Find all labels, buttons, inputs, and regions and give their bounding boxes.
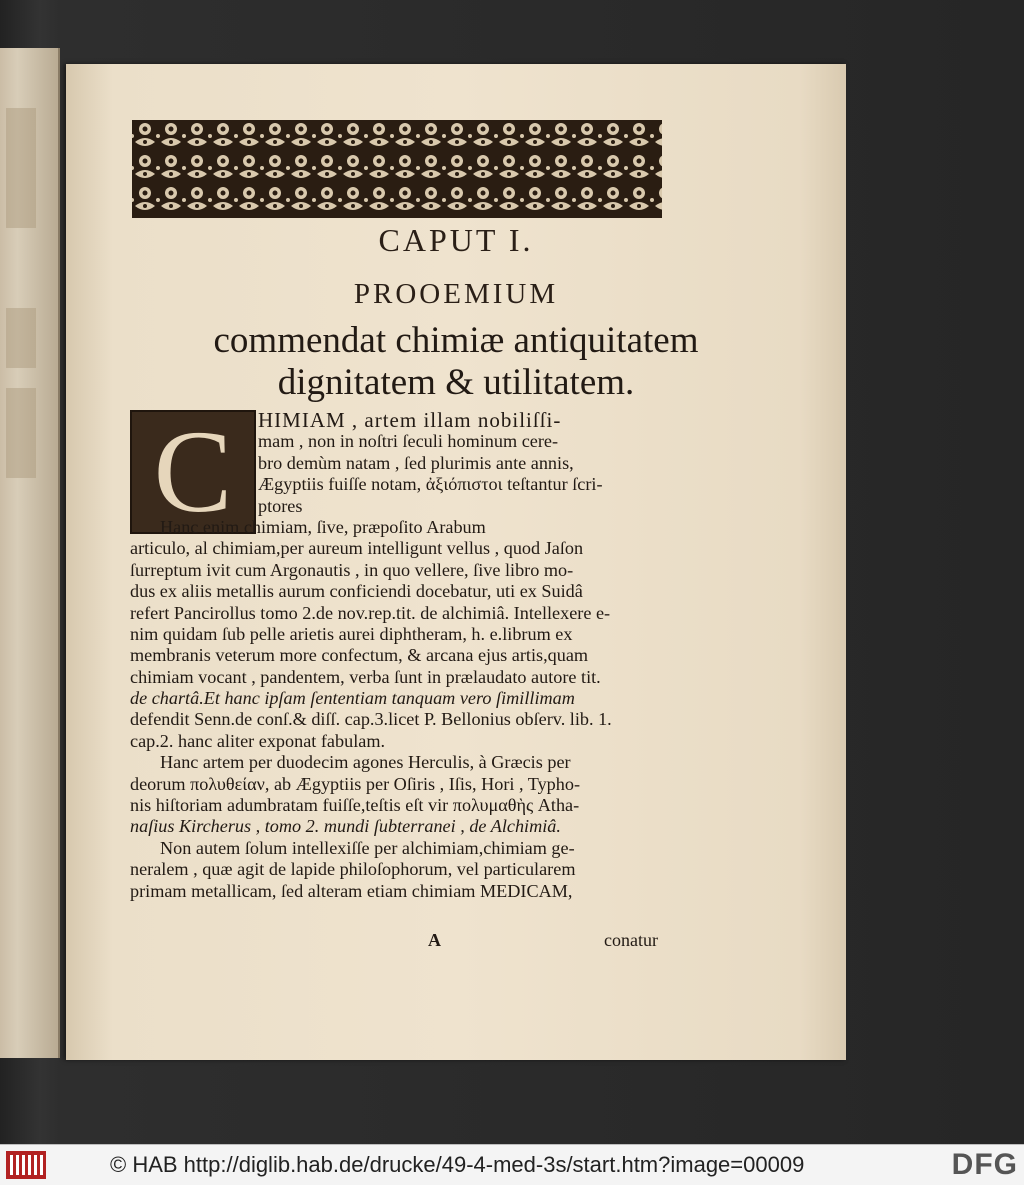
text-line: deorum πολυθείαν, ab Ægyptiis per Oſiris , Iſis, Hori , Typho- bbox=[130, 773, 581, 794]
text-line: ſurreptum ivit cum Argonautis , in quo vellere, ſive libro mo- bbox=[130, 559, 574, 580]
hab-logo-icon bbox=[6, 1151, 46, 1179]
section-title: PROOEMIUM bbox=[353, 278, 559, 310]
text-line: Hanc artem per duodecim agones Herculis, à Græcis per bbox=[160, 752, 571, 773]
text-line: HIMIAM , artem illam nobiliſſi- bbox=[258, 410, 562, 432]
signature-mark: A bbox=[428, 930, 441, 950]
copyright-link[interactable]: © HAB http://diglib.hab.de/drucke/49-4-med-3s/start.htm?image=00009 bbox=[110, 1152, 805, 1177]
book-page bbox=[66, 64, 846, 1060]
subtitle-line: commendat chimiæ antiquitatem bbox=[213, 320, 699, 361]
viewer-footer bbox=[0, 1144, 1024, 1185]
text-line: mam , non in noſtri ſeculi hominum cere- bbox=[258, 431, 559, 452]
initial-letter: C bbox=[153, 406, 233, 537]
page-foot bbox=[130, 930, 658, 952]
chapter-heading: CAPUT I. bbox=[378, 222, 534, 258]
text-line: neralem , quæ agit de lapide philoſophorum, vel particularem bbox=[130, 859, 576, 880]
text-line: nim quidam ſub pelle arietis aurei diphtheram, h. e.librum ex bbox=[130, 623, 573, 644]
text-line: naſius Kircherus , tomo 2. mundi ſubterranei , de Alchimiâ. bbox=[130, 816, 561, 837]
text-line: Hanc enim chimiam, ſive, præpoſito Arabum bbox=[160, 516, 486, 537]
facing-page-print bbox=[6, 108, 36, 228]
dfg-logo: DFG bbox=[951, 1148, 1018, 1181]
text-line: dus ex aliis metallis aurum conficiendi docebatur, uti ex Suidâ bbox=[130, 581, 583, 602]
text-line: Ægyptiis fuiſſe notam, ἀξιόπιστοι teſtantur ſcri- bbox=[258, 474, 603, 495]
text-line: primam metallicam, ſed alteram etiam chimiam MEDICAM, bbox=[130, 880, 573, 901]
text-line: bro demùm natam , ſed plurimis ante annis, bbox=[258, 452, 574, 473]
text-line: nis hiſtoriam adumbratam fuiſſe,teſtis eſt vir πολυμαθὴς Atha- bbox=[130, 795, 580, 816]
chapter-subtitle bbox=[66, 320, 846, 404]
body-text bbox=[130, 406, 658, 902]
text-line: refert Pancirollus tomo 2.de nov.rep.tit. de alchimiâ. Intellexere e- bbox=[130, 602, 611, 623]
text-line: cap.2. hanc aliter exponat fabulam. bbox=[130, 730, 386, 751]
text-line: defendit Senn.de conſ.& diſſ. cap.3.licet P. Bellonius obſerv. lib. 1. bbox=[130, 709, 612, 730]
facing-page-edge bbox=[0, 48, 60, 1058]
facing-page-print bbox=[6, 388, 36, 478]
text-line: de chartâ.Et hanc ipſam ſententiam tanquam vero ſimillimam bbox=[130, 688, 575, 709]
text-line: ptores bbox=[258, 495, 303, 516]
text-line: membranis veterum more confectum, & arcana ejus artis,quam bbox=[130, 645, 589, 666]
headpiece-ornament bbox=[132, 120, 662, 218]
facing-page-print bbox=[6, 308, 36, 368]
text-line: articulo, al chimiam,per aureum intelligunt vellus , quod Jaſon bbox=[130, 538, 584, 559]
text-line: Non autem ſolum intellexiſſe per alchimiam,chimiam ge- bbox=[160, 837, 575, 858]
catchword: conatur bbox=[604, 930, 658, 950]
ornament-pattern bbox=[132, 120, 662, 218]
text-line: chimiam vocant , pandentem, verba ſunt in prælaudato autore tit. bbox=[130, 666, 601, 687]
subtitle-line: dignitatem & utilitatem. bbox=[277, 362, 635, 403]
